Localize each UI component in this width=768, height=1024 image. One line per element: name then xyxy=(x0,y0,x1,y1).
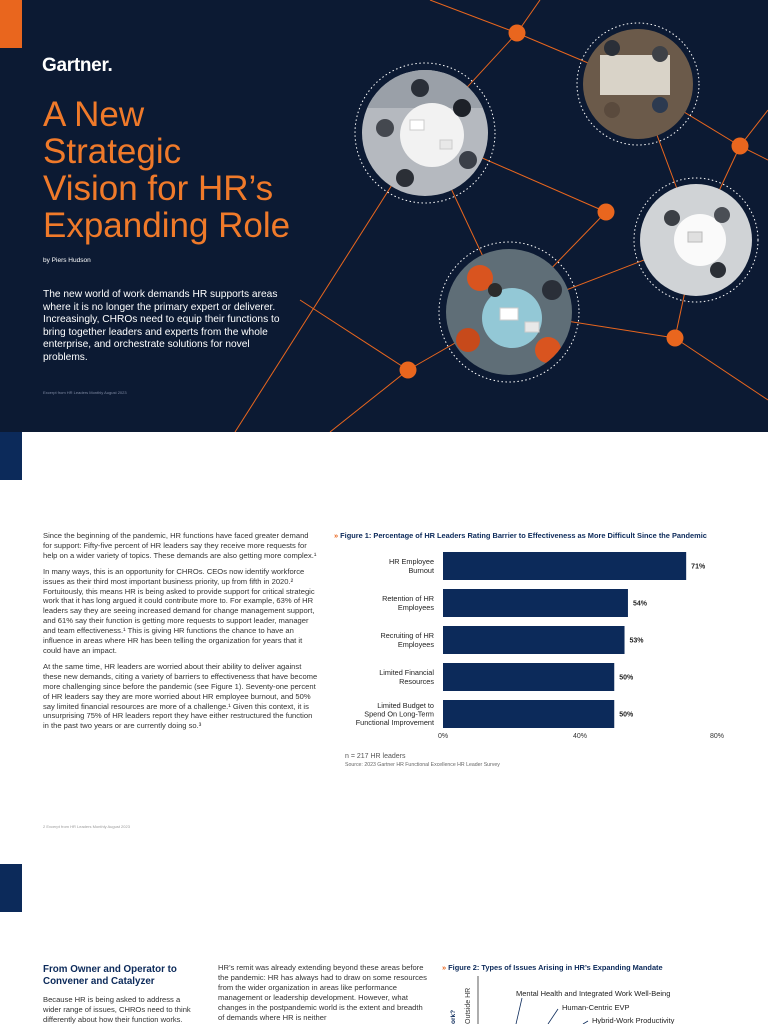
category-label: HR Employee xyxy=(388,557,434,567)
bar xyxy=(443,552,686,580)
chart-note: n = 217 HR leaders xyxy=(345,753,406,760)
figure-2-title-text: Figure 2: Types of Issues Arising in HR’s Expanding Mandate xyxy=(448,963,663,972)
page-tab xyxy=(0,432,22,480)
category-label: Functional Improvement xyxy=(355,718,434,728)
network-node xyxy=(509,25,526,42)
fig2-leader-line xyxy=(548,1009,558,1024)
meeting-photo-2 xyxy=(577,23,699,145)
cover-page xyxy=(0,0,768,432)
fig2-leader-line xyxy=(516,998,522,1024)
bar xyxy=(443,626,625,654)
body-paragraph: Since the beginning of the pandemic, HR functions have faced greater demand for support: Fifty-five percent of HR leaders say they receive more requests for help on a wider variety of topics. These demands are also getting more complex.¹ xyxy=(43,531,317,560)
author-byline: by Piers Hudson xyxy=(43,257,91,264)
title-line: A New xyxy=(43,95,145,134)
section-heading: From Owner and Operator to Convener and Catalyzer xyxy=(43,964,177,987)
cover-title xyxy=(43,96,363,244)
category-label: Recruiting of HR xyxy=(380,631,434,641)
network-node xyxy=(667,330,684,347)
gartner-logo: Gartner. xyxy=(42,55,113,76)
network-node xyxy=(598,204,615,221)
category-label: Employees xyxy=(397,602,434,612)
figure-1-title-text: Figure 1: Percentage of HR Leaders Rating Barrier to Effectiveness as More Difficult Since the Pandemic xyxy=(340,531,707,540)
bar xyxy=(443,589,628,617)
title-line: Vision for HR’s xyxy=(43,169,274,208)
x-tick-label: 80% xyxy=(709,733,725,740)
category-label: Retention of HR xyxy=(382,594,434,604)
figure-1-bar-chart xyxy=(330,544,740,749)
x-tick-label: 0% xyxy=(437,733,449,740)
bar-value-label: 71% xyxy=(691,563,706,571)
category-label: Limited Financial xyxy=(379,668,434,678)
body-paragraph: In many ways, this is an opportunity for CHROs. CEOs now identify workforce issues as their third most important business priority, up from fifth in 2020.² Fortuitously, this means HR is being asked to provide support for critical strategic work that it has long argued it could contribute more to. For example, 63% of HR leaders say they are seeing increased demand for change management support, and 61% say their function is getting more requests to support leader, manager and team effectiveness.¹ This is giving HR functions the chance to have an influence in areas where HR has been telling the organization for years that it could have an impact. xyxy=(43,566,315,655)
meeting-photo-3 xyxy=(634,178,758,302)
category-label: Spend On Long-Term xyxy=(364,709,434,719)
chevron-right-icon: » xyxy=(334,531,339,540)
figure-1-title xyxy=(334,531,754,540)
body-paragraph: At the same time, HR leaders are worried about their ability to deliver against these new demands, citing a variety of barriers to effectiveness that have become more challenging since before the pandemic (see Figure 1). Seventy-one percent of HR leaders say they are more worried about HR employee burnout, and 50% say limited financial resources are more of a challenge.¹ Given this context, it is unsurprising 75% of HR leaders report they have either restructured the function in the past two years or are currently doing so.³ xyxy=(43,661,318,731)
column-1-text: Because HR is being asked to address a wider range of issues, CHROs need to think differently about how their function works. xyxy=(43,995,191,1024)
fig2-item: Human-Centric EVP xyxy=(562,1003,630,1012)
meeting-photo-1 xyxy=(355,63,495,203)
page-tab xyxy=(0,864,22,912)
page-3 xyxy=(0,864,768,1024)
meeting-photo-4 xyxy=(439,242,579,382)
title-line: Expanding Role xyxy=(43,206,291,245)
page-footer: 2 Excerpt from HR Leaders Monthly August 2023 xyxy=(43,824,130,829)
category-label: Burnout xyxy=(408,565,434,575)
bar-value-label: 53% xyxy=(629,637,644,645)
chevron-right-icon: » xyxy=(442,963,447,972)
bar-value-label: 54% xyxy=(632,600,647,608)
column-2-text: HR’s remit was already extending beyond these areas before the pandemic: HR has always had to draw on some resources from the wider organization in areas like performance management or leadership development. However, what changes in the postpandemic world is the extent and breadth of demands where HR is neither xyxy=(218,963,427,1022)
category-label: Employees xyxy=(397,639,434,649)
page-2 xyxy=(0,432,768,864)
network-node xyxy=(732,138,749,155)
category-label: Resources xyxy=(399,676,434,686)
figure-2-chart xyxy=(440,976,760,1024)
network-node xyxy=(400,362,417,379)
chart-source: Source: 2023 Gartner HR Functional Excellence HR Leader Survey xyxy=(345,762,500,768)
title-line: Strategic xyxy=(43,132,182,171)
fig2-item: Hybrid-Work Productivity xyxy=(592,1016,675,1024)
body-text xyxy=(43,531,319,737)
fig2-axis-partial: ork? xyxy=(450,1009,457,1024)
bar-value-label: 50% xyxy=(619,674,634,682)
excerpt-note: Excerpt from HR Leaders Monthly August 2023 xyxy=(43,390,127,395)
bar xyxy=(443,700,614,728)
fig2-axis-label: Outside HR xyxy=(465,987,472,1024)
figure-2-title xyxy=(442,963,663,972)
bar-value-label: 50% xyxy=(619,711,634,719)
x-tick-label: 40% xyxy=(572,733,588,740)
fig2-item: Mental Health and Integrated Work Well-Being xyxy=(516,989,671,998)
bar xyxy=(443,663,614,691)
category-label: Limited Budget to xyxy=(377,700,434,710)
intro-paragraph: The new world of work demands HR supports areas where it is no longer the primary expert or deliverer. Increasingly, CHROs need to equip their functions to bring together leaders and experts from the whole enterprise, and orchestrate solutions for novel problems. xyxy=(43,289,280,363)
